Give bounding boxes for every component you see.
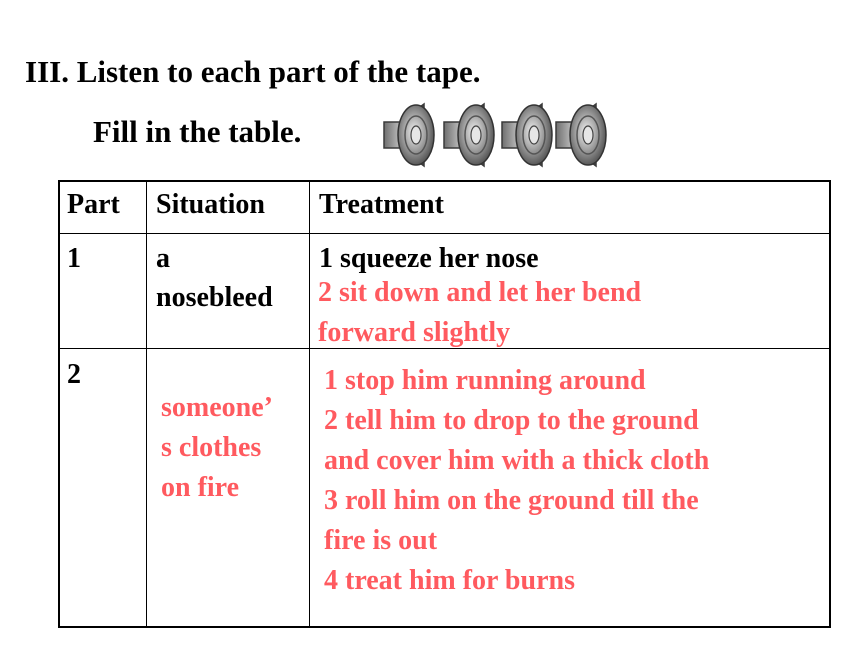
speaker-icon[interactable]: [380, 100, 438, 170]
row2-treatment-answer-line5: fire is out: [324, 525, 438, 556]
column-divider: [146, 180, 147, 628]
header-situation: Situation: [156, 189, 265, 220]
header-part: Part: [67, 189, 120, 220]
speaker-icon[interactable]: [440, 100, 498, 170]
speaker-icon[interactable]: [498, 100, 556, 170]
speaker-icon[interactable]: [552, 100, 610, 170]
page-heading: III. Listen to each part of the tape.: [25, 54, 481, 89]
row2-situation-answer-line1: someone’: [161, 392, 273, 423]
row1-treatment-answer-line2: forward slightly: [318, 317, 511, 348]
column-divider: [309, 180, 310, 628]
row2-treatment-answer-line2: 2 tell him to drop to the ground: [324, 405, 699, 436]
header-treatment: Treatment: [319, 189, 444, 220]
row2-treatment-answer-line4: 3 roll him on the ground till the: [324, 485, 699, 516]
row-divider: [58, 233, 831, 234]
page-subheading: Fill in the table.: [93, 114, 302, 149]
answer-table: [58, 180, 831, 628]
table-border-bottom: [58, 626, 831, 628]
row2-treatment-answer-line1: 1 stop him running around: [324, 365, 646, 396]
row1-situation-line2: nosebleed: [156, 282, 273, 313]
row2-situation-answer-line2: s clothes: [161, 432, 262, 463]
row2-situation-answer-line3: on fire: [161, 472, 240, 503]
row1-situation-line1: a: [156, 243, 170, 274]
row2-part: 2: [67, 359, 81, 390]
table-border-right: [829, 180, 831, 628]
row2-treatment-answer-line3: and cover him with a thick cloth: [324, 445, 710, 476]
row1-treatment-given: 1 squeeze her nose: [319, 243, 539, 274]
row1-part: 1: [67, 243, 81, 274]
row1-treatment-answer-line1: 2 sit down and let her bend: [318, 277, 642, 308]
speaker-icons: [380, 100, 610, 170]
table-border-top: [58, 180, 831, 182]
table-border-left: [58, 180, 60, 628]
row2-treatment-answer-line6: 4 treat him for burns: [324, 565, 575, 596]
